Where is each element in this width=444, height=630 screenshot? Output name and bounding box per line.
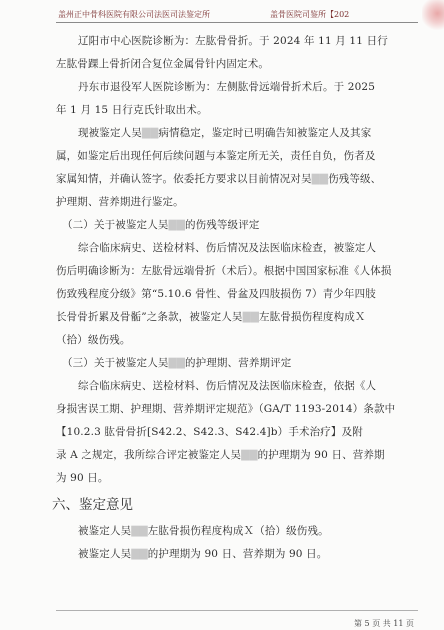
paragraph-line: 护理期、营养期进行鉴定。	[56, 196, 184, 208]
redacted-name: ▇▇	[168, 219, 185, 231]
paragraph-line: 身损害误工期、护理期、营养期评定规范》（GA/T 1193-2014）条款中	[56, 403, 396, 415]
paragraph-line: 丹东市退役军人医院诊断为：左侧肱骨远端骨折术后。于 2025	[78, 81, 376, 93]
header-institution: 盖州正中骨科医院有限公司法医司法鉴定所	[58, 10, 210, 19]
redacted-name: ▇▇	[141, 127, 159, 139]
page-number: 第 5 页 共 11 页	[354, 619, 414, 628]
redacted-name: ▇▇	[242, 311, 260, 323]
opinion-line: 被鉴定人吴▇▇左肱骨损伤程度构成Ｘ（拾）级伤残。	[78, 525, 329, 537]
paragraph-line: 综合临床病史、送检材料、伤后情况及法医临床检查，依据《人	[78, 380, 377, 392]
paragraph-line: 综合临床病史、送检材料、伤后情况及法医临床检查，被鉴定人	[78, 242, 377, 254]
redacted-name: ▇▇	[131, 548, 148, 560]
section-heading: 六、鉴定意见	[52, 497, 133, 513]
paragraph-line: （拾）级伤残。	[56, 334, 131, 346]
paragraph-line: 左肱骨踝上骨折闭合复位金属骨针内固定术。	[56, 58, 269, 70]
paragraph-line: 为 90 日。	[56, 472, 109, 484]
paragraph-line: 家属知情，并确认签字。依委托方要求以目前情况对吴▇▇伤残等级、	[56, 173, 382, 185]
subsection-heading: （三）关于被鉴定人吴▇▇的护理期、营养期评定	[62, 357, 292, 369]
document-body	[52, 30, 418, 566]
redacted-name: ▇▇	[311, 173, 329, 185]
header-document-number: 盖骨医院司鉴所【202	[270, 10, 350, 19]
footer-rule	[56, 610, 418, 611]
seal-stamp	[422, 0, 444, 30]
paragraph-line: 现被鉴定人吴▇▇病情稳定，鉴定时已明确告知被鉴定人及其家	[78, 127, 372, 139]
redacted-name: ▇▇	[168, 357, 185, 369]
paragraph-line: 辽阳市中心医院诊断为：左肱骨骨折。于 2024 年 11 月 11 日行	[78, 35, 388, 47]
paragraph-line: 伤后明确诊断为：左肱骨远端骨折（术后）。根据中国国家标准《人体损	[56, 265, 392, 277]
subsection-heading: （二）关于被鉴定人吴▇▇的伤残等级评定	[62, 219, 260, 231]
header-rule	[56, 22, 418, 23]
paragraph-line: 录 A 之规定，我所综合评定被鉴定人吴▇▇的护理期为 90 日、营养期	[56, 449, 385, 461]
redacted-name: ▇▇	[131, 525, 148, 537]
paragraph-line: 【10.2.3 肱骨骨折[S42.2、S42.3、S42.4]b）手术治疗】及附	[56, 426, 363, 438]
page-header	[0, 0, 444, 22]
paragraph-line: 长骨骨折累及骨骺”之条款，被鉴定人吴▇▇左肱骨损伤程度构成Ｘ	[56, 311, 366, 323]
redacted-name: ▇▇	[241, 449, 258, 461]
opinion-line: 被鉴定人吴▇▇的护理期为 90 日、营养期为 90 日。	[78, 548, 328, 560]
paragraph-line: 属，如鉴定后出现任何后续问题与本鉴定所无关，责任自负，伤者及	[56, 150, 376, 162]
paragraph-line: 年 1 月 15 日行克氏针取出术。	[56, 104, 208, 116]
paragraph-line: 伤致残程度分级》第“5.10.6 骨性、骨盆及四肢损伤 7）青少年四肢	[56, 288, 376, 300]
